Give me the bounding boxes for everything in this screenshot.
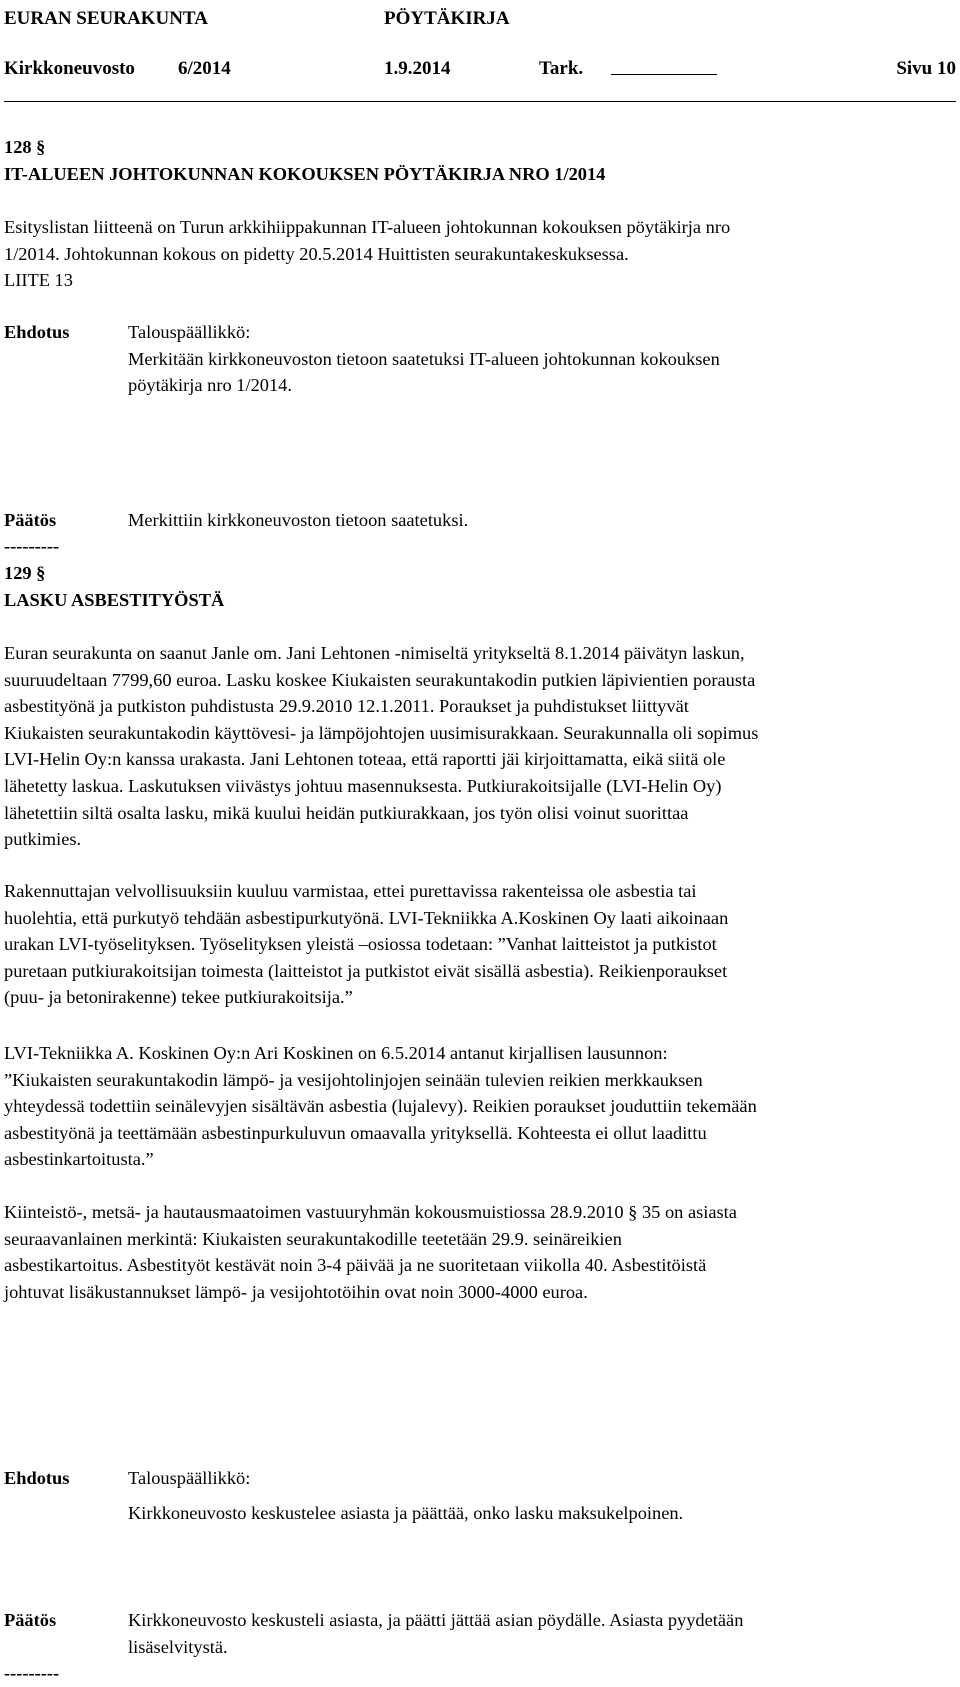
item-129-decision (4, 1607, 956, 1687)
page-number: Sivu 10 (896, 58, 956, 79)
body-name: Kirkkoneuvosto (4, 58, 135, 79)
paragraph-line: ”Kiukaisten seurakuntakodin lämpö- ja vesijohtolinjojen seinään tulevien reikien merkkauksen (4, 1069, 703, 1090)
paragraph-line: seuraavanlainen merkintä: Kiukaisten seurakuntakodille teetetään 29.9. seinäreikien (4, 1228, 622, 1249)
decision-text: lisäselvitystä. (128, 1636, 228, 1657)
item-129 (4, 560, 956, 613)
item-129-paragraph-1 (4, 640, 956, 853)
paragraph-line: huolehtia, että purkutyö tehdään asbestipurkutyönä. LVI-Tekniikka A.Koskinen Oy laati aikoinaan (4, 907, 729, 928)
document-page (4, 0, 956, 1684)
decision-text: Kirkkoneuvosto keskusteli asiasta, ja päätti jättää asian pöydälle. Asiasta pyydetään (128, 1610, 744, 1631)
paragraph-line: urakan LVI-työselityksen. Työselityksen yleistä –osiossa todetaan: ”Vanhat laitteistot ja putkistot (4, 934, 717, 955)
document-type: PÖYTÄKIRJA (384, 8, 510, 29)
paragraph-line: yhteydessä todettiin seinälevyjen sisältävän asbestia (lujalevy). Reikien poraukset jouduttiin tekemään (4, 1096, 757, 1117)
item-129-paragraph-3 (4, 1040, 956, 1173)
paragraph-line: asbestityönä ja teettämään asbestinpurkuluvun omaavalla yrityksellä. Kohteesta ei ollut laadittu (4, 1122, 707, 1143)
item-129-paragraph-2 (4, 878, 956, 1011)
check-label: Tark. (539, 58, 584, 79)
meeting-info (4, 56, 956, 82)
item-129-proposal (4, 1465, 956, 1526)
item-129-paragraph-4 (4, 1199, 956, 1305)
item-128-decision (4, 507, 956, 560)
proposal-text: pöytäkirja nro 1/2014. (128, 375, 292, 396)
paragraph-line: Rakennuttajan velvollisuuksiin kuuluu varmistaa, ettei purettavissa rakenteissa ole asbestia tai (4, 881, 697, 901)
paragraph-line: LVI-Helin Oy:n kanssa urakasta. Jani Lehtonen toteaa, että raportti jäi kirjoittamatta, eikä siitä ole (4, 749, 726, 770)
organization-name: EURAN SEURAKUNTA (4, 8, 208, 29)
meeting-number: 6/2014 (178, 58, 231, 79)
item-number: 128 § (4, 137, 46, 157)
item-128 (4, 134, 956, 187)
paragraph-line: puretaan putkiurakoitsijan toimesta (laitteistot ja putkistot eivät sisällä asbestia). Reikienporaukset (4, 960, 728, 981)
proposal-role: Talouspäällikkö: (128, 322, 251, 342)
decision-text: Merkittiin kirkkoneuvoston tietoon saatetuksi. (128, 509, 469, 530)
paragraph-line: asbestinkartoitusta.” (4, 1149, 154, 1170)
item-number: 129 § (4, 563, 46, 583)
intro-line: Esityslistan liitteenä on Turun arkkihiippakunnan IT-alueen johtokunnan kokouksen pöytäkirja nro (4, 217, 731, 237)
item-title: IT-ALUEEN JOHTOKUNNAN KOKOUKSEN PÖYTÄKIRJA NRO 1/2014 (4, 163, 606, 184)
decision-label: Päätös (4, 509, 57, 530)
item-128-proposal (4, 319, 956, 399)
paragraph-line: suuruudeltaan 7799,60 euroa. Lasku koskee Kiukaisten seurakuntakodin putkien läpivientien porausta (4, 669, 756, 690)
meeting-date: 1.9.2014 (384, 58, 451, 79)
appendix-label: LIITE 13 (4, 270, 73, 291)
item-title: LASKU ASBESTITYÖSTÄ (4, 589, 225, 610)
decision-label: Päätös (4, 1610, 57, 1631)
proposal-role: Talouspäällikkö: (128, 1467, 251, 1488)
check-blank (611, 56, 625, 83)
separator: --------- (4, 1663, 60, 1684)
paragraph-line: Kiinteistö-, metsä- ja hautausmaatoimen vastuuryhmän kokousmuistiossa 28.9.2010 § 35 on asiasta (4, 1202, 737, 1222)
proposal-text: Merkitään kirkkoneuvoston tietoon saatetuksi IT-alueen johtokunnan kokouksen (128, 348, 720, 369)
paragraph-line: LVI-Tekniikka A. Koskinen Oy:n Ari Koskinen on 6.5.2014 antanut kirjallisen lausunnon: (4, 1043, 668, 1063)
paragraph-line: johtuvat lisäkustannukset lämpö- ja vesijohtotöihin ovat noin 3000-4000 euroa. (4, 1281, 588, 1302)
item-128-intro (4, 214, 956, 294)
paragraph-line: lähetetty laskua. Laskutuksen viivästys johtuu masennuksesta. Putkiurakoitsijalle (LVI-Helin Oy) (4, 775, 722, 796)
paragraph-line: asbestityönä ja putkiston puhdistusta 29.9.2010 12.1.2011. Poraukset ja puhdistukset liittyvät (4, 696, 689, 717)
paragraph-line: Euran seurakunta on saanut Janle om. Jani Lehtonen -nimiseltä yritykseltä 8.1.2014 päivätyn laskun, (4, 643, 745, 663)
paragraph-line: (puu- ja betonirakenne) tekee putkiurakoitsija.” (4, 987, 353, 1008)
proposal-label: Ehdotus (4, 1467, 70, 1488)
header-rule (4, 101, 956, 102)
page-header (4, 6, 956, 32)
paragraph-line: lähetettiin siltä osalta lasku, mikä kuului heidän putkiurakkaan, jos työn olisi voinut suorittaa (4, 802, 689, 823)
paragraph-line: Kiukaisten seurakuntakodin käyttövesi- ja lämpöjohtojen uusimisurakkaan. Seurakunnalla oli sopimus (4, 722, 759, 743)
proposal-label: Ehdotus (4, 322, 70, 342)
proposal-text: Kirkkoneuvosto keskustelee asiasta ja päättää, onko lasku maksukelpoinen. (128, 1502, 684, 1523)
separator: --------- (4, 536, 60, 557)
intro-line: 1/2014. Johtokunnan kokous on pidetty 20.5.2014 Huittisten seurakuntakeskuksessa. (4, 243, 629, 264)
paragraph-line: putkimies. (4, 829, 82, 850)
paragraph-line: asbestikartoitus. Asbestityöt kestävät noin 3-4 päivää ja ne suoritetaan viikolla 40. Asbestitöistä (4, 1255, 707, 1276)
